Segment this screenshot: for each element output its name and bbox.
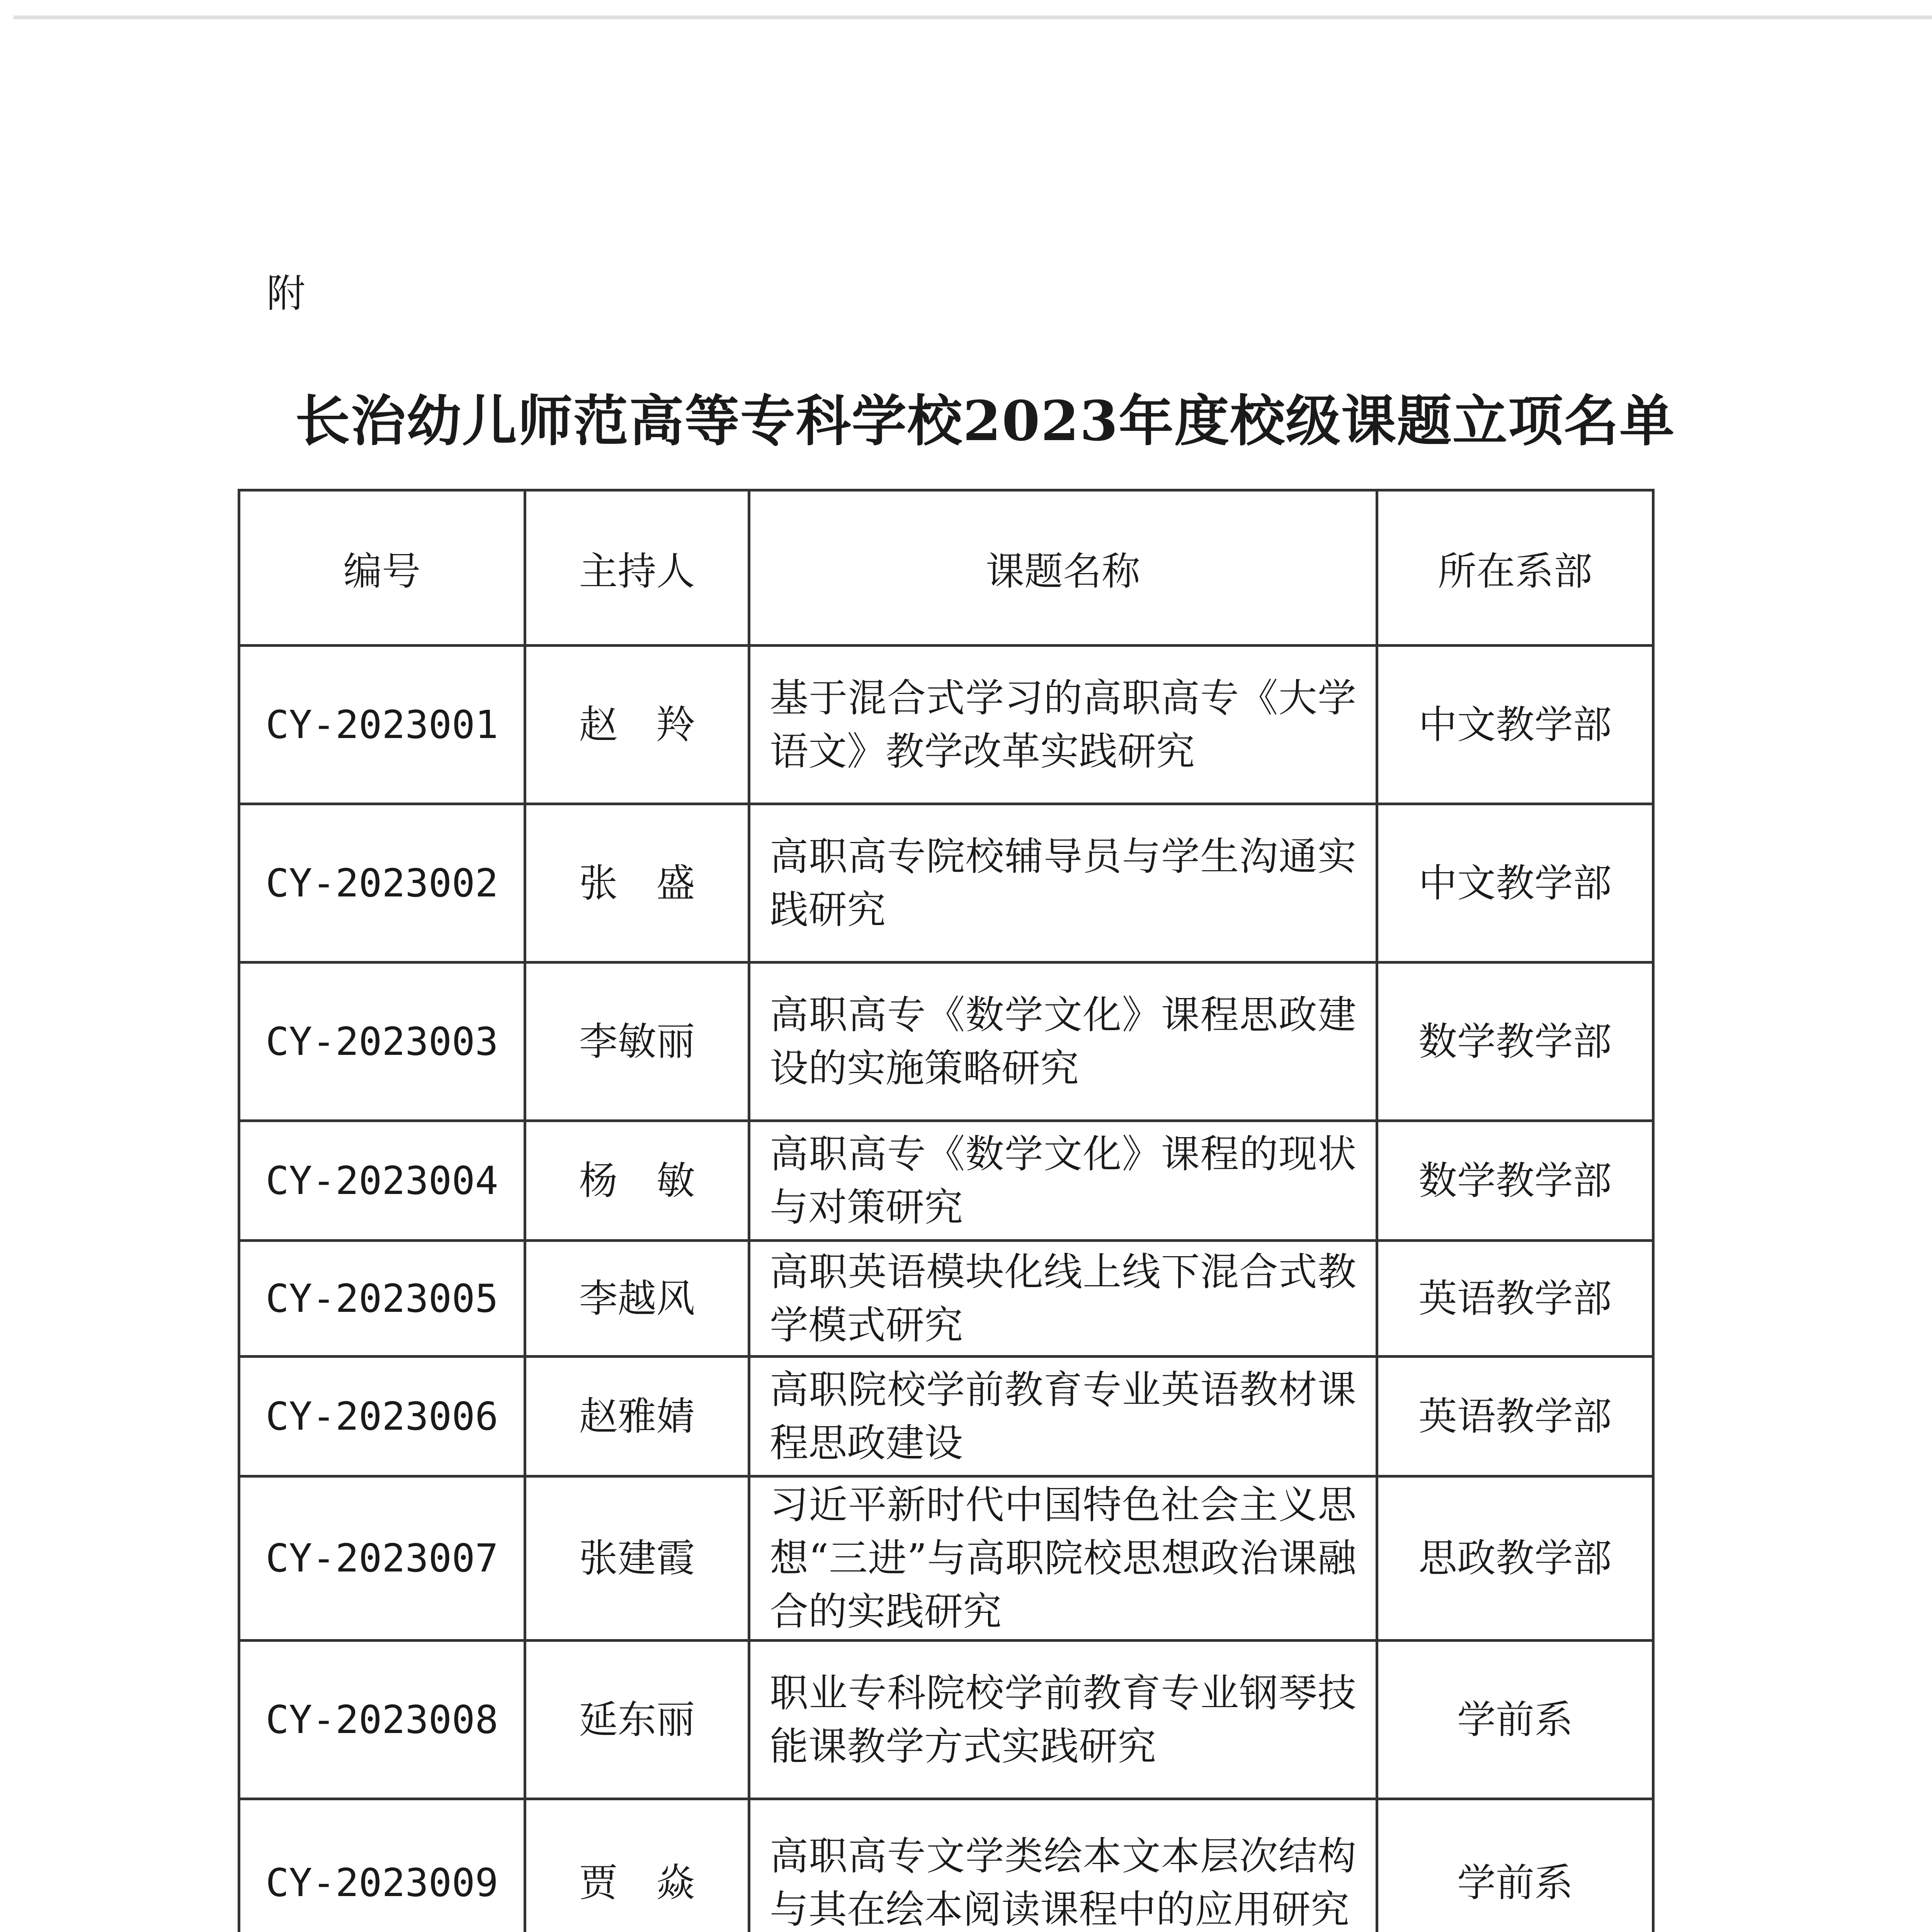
project-host: 赵雅婧 bbox=[525, 1357, 749, 1476]
project-title: 高职院校学前教育专业英语教材课程思政建设 bbox=[749, 1357, 1377, 1476]
project-code: CY-2023009 bbox=[239, 1799, 525, 1932]
annex-label: 附 bbox=[267, 271, 305, 316]
project-host: 赵 羚 bbox=[525, 646, 749, 804]
project-host: 李敏丽 bbox=[525, 963, 749, 1121]
project-title: 职业专科院校学前教育专业钢琴技能课教学方式实践研究 bbox=[749, 1641, 1377, 1799]
project-host: 李越风 bbox=[525, 1241, 749, 1357]
project-code: CY-2023001 bbox=[239, 646, 525, 804]
project-list-table bbox=[238, 489, 1655, 1932]
project-code: CY-2023005 bbox=[239, 1241, 525, 1357]
project-title: 高职英语模块化线上线下混合式教学模式研究 bbox=[749, 1241, 1377, 1357]
project-title: 高职高专文学类绘本文本层次结构与其在绘本阅读课程中的应用研究 bbox=[749, 1799, 1377, 1932]
table-row bbox=[239, 1799, 1653, 1932]
project-code: CY-2023002 bbox=[239, 804, 525, 963]
project-code: CY-2023007 bbox=[239, 1476, 525, 1641]
table-row bbox=[239, 963, 1653, 1121]
project-code: CY-2023003 bbox=[239, 963, 525, 1121]
project-host: 贾 焱 bbox=[525, 1799, 749, 1932]
project-host: 延东丽 bbox=[525, 1641, 749, 1799]
project-title: 基于混合式学习的高职高专《大学语文》教学改革实践研究 bbox=[749, 646, 1377, 804]
project-title: 高职高专《数学文化》课程思政建设的实施策略研究 bbox=[749, 963, 1377, 1121]
project-dept: 学前系 bbox=[1377, 1641, 1653, 1799]
table-row bbox=[239, 804, 1653, 963]
table-row bbox=[239, 1121, 1653, 1241]
project-host: 杨 敏 bbox=[525, 1121, 749, 1241]
header-host: 主持人 bbox=[525, 490, 749, 646]
table-body bbox=[239, 646, 1653, 1932]
project-dept: 数学教学部 bbox=[1377, 1121, 1653, 1241]
table-row bbox=[239, 646, 1653, 804]
project-dept: 学前系 bbox=[1377, 1799, 1653, 1932]
header-dept: 所在系部 bbox=[1377, 490, 1653, 646]
project-dept: 思政教学部 bbox=[1377, 1476, 1653, 1641]
table-row bbox=[239, 1641, 1653, 1799]
project-dept: 英语教学部 bbox=[1377, 1357, 1653, 1476]
project-code: CY-2023008 bbox=[239, 1641, 525, 1799]
table-row bbox=[239, 1241, 1653, 1357]
document-title: 长治幼儿师范高等专科学校2023年度校级课题立项名单 bbox=[295, 389, 1675, 453]
project-code: CY-2023006 bbox=[239, 1357, 525, 1476]
table-row bbox=[239, 1476, 1653, 1641]
project-title: 习近平新时代中国特色社会主义思想“三进”与高职院校思想政治课融合的实践研究 bbox=[749, 1476, 1377, 1641]
project-title: 高职高专《数学文化》课程的现状与对策研究 bbox=[749, 1121, 1377, 1241]
project-dept: 数学教学部 bbox=[1377, 963, 1653, 1121]
scan-top-edge bbox=[14, 15, 1932, 19]
project-code: CY-2023004 bbox=[239, 1121, 525, 1241]
project-host: 张 盛 bbox=[525, 804, 749, 963]
table-row bbox=[239, 1357, 1653, 1476]
project-host: 张建霞 bbox=[525, 1476, 749, 1641]
header-code: 编号 bbox=[239, 490, 525, 646]
project-dept: 中文教学部 bbox=[1377, 646, 1653, 804]
project-dept: 中文教学部 bbox=[1377, 804, 1653, 963]
table-header-row bbox=[239, 490, 1653, 646]
project-dept: 英语教学部 bbox=[1377, 1241, 1653, 1357]
header-title: 课题名称 bbox=[749, 490, 1377, 646]
project-title: 高职高专院校辅导员与学生沟通实践研究 bbox=[749, 804, 1377, 963]
